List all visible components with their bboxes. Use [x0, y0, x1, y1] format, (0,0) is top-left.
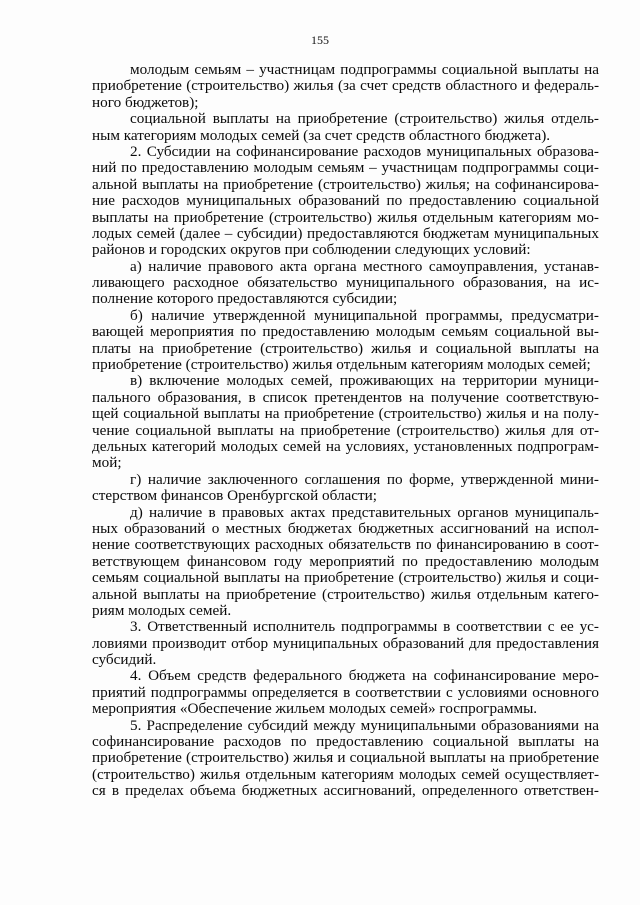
- text-line: ловиями производит отбор муниципальных образований для предоставления: [92, 634, 599, 652]
- text-line: приобретение (строительство) жилья и социальной выплаты на приобретение: [92, 749, 599, 767]
- page-number: 155: [311, 33, 329, 47]
- text-line: районов и городских округов при соблюдении следующих условий:: [92, 241, 531, 259]
- text-line: полнение которого предоставляются субсидии;: [92, 290, 398, 308]
- text-line: щей социальной выплаты на приобретение (строительство) жилья и на полу-: [92, 405, 599, 423]
- text-line: софинансирование расходов по предоставлению социальной выплаты на: [92, 733, 599, 751]
- text-line: в) включение молодых семей, проживающих на территории муници-: [130, 372, 599, 390]
- text-line: выплаты на приобретение (строительство) жилья отдельным категориям мо-: [92, 208, 599, 226]
- text-line: альной выплаты на приобретение (строительство) жилья; на софинансирова-: [92, 175, 599, 193]
- text-line: ным категориям молодых семей (за счет средств областного бюджета).: [92, 126, 551, 144]
- text-line: 5. Распределение субсидий между муниципальными образованиями на: [130, 716, 599, 734]
- text-line: семьям социальной выплаты на приобретение (строительство) жилья и соци-: [92, 569, 599, 587]
- text-line: г) наличие заключенного соглашения по форме, утвержденной мини-: [130, 470, 599, 488]
- text-line: альной выплаты на приобретение (строительство) жилья отдельным катего-: [92, 585, 599, 603]
- text-line: мероприятия «Обеспечение жильем молодых семей» госпрограммы.: [92, 700, 538, 718]
- text-line: чение социальной выплаты на приобретение (строительство) жилья для от-: [92, 421, 599, 439]
- text-line: пального образования, в список претендентов на получение соответствую-: [92, 388, 599, 406]
- text-line: социальной выплаты на приобретение (строительство) жилья отдель-: [130, 110, 599, 128]
- text-line: приятий подпрограммы определяется в соответствии с условиями основного: [92, 683, 599, 701]
- text-line: ветствующем финансовом году мероприятий по предоставлению молодым: [92, 552, 599, 570]
- text-line: приобретение (строительство) жилья (за счет средств областного и федераль-: [92, 77, 599, 95]
- text-line: вающей мероприятия по предоставлению молодым семьям социальной вы-: [92, 323, 599, 341]
- text-line: ных образований о местных бюджетах бюджетных ассигнований на испол-: [92, 519, 599, 537]
- text-line: ливающего расходное обязательство муниципального образования, на ис-: [92, 274, 599, 292]
- text-line: лодых семей (далее – субсидии) предоставляются бюджетам муниципальных: [92, 224, 599, 242]
- body-text: [92, 62, 599, 800]
- text-line: молодым семьям – участницам подпрограммы социальной выплаты на: [130, 61, 599, 78]
- text-line: б) наличие утвержденной муниципальной программы, предусматри-: [130, 306, 599, 324]
- text-line: ние расходов муниципальных образований по предоставлению социальной: [92, 192, 599, 210]
- text-line: стерством финансов Оренбургской области;: [92, 487, 377, 505]
- text-line: а) наличие правового акта органа местного самоуправления, устанав-: [130, 257, 599, 275]
- text-line: риям молодых семей.: [92, 601, 232, 619]
- text-line: 4. Объем средств федерального бюджета на софинансирование меро-: [130, 667, 599, 685]
- text-line: ний по предоставлению молодым семьям – участницам подпрограммы соци-: [92, 159, 599, 177]
- text-line: ся в пределах объема бюджетных ассигнований, определенного ответствен-: [92, 782, 599, 800]
- text-line: 2. Субсидии на софинансирование расходов муниципальных образова-: [130, 142, 599, 160]
- text-line: дельных категорий молодых семей на условиях, установленных подпрограм-: [92, 437, 599, 455]
- text-line: субсидий.: [92, 651, 157, 669]
- text-line: д) наличие в правовых актах представительных органов муниципаль-: [130, 503, 599, 521]
- text-line: мой;: [92, 454, 122, 472]
- text-line: ного бюджетов);: [92, 93, 199, 111]
- text-line: 3. Ответственный исполнитель подпрограммы в соответствии с ее ус-: [130, 618, 599, 636]
- text-line: нение соответствующих расходных обязательств по финансированию в соот-: [92, 536, 599, 554]
- text-line: (строительство) жилья отдельным категориям молодых семей осуществляет-: [92, 765, 599, 783]
- text-line: приобретение (строительство) жилья отдельным категориям молодых семей;: [92, 356, 591, 374]
- text-line: платы на приобретение (строительство) жилья и социальной выплаты на: [92, 339, 599, 357]
